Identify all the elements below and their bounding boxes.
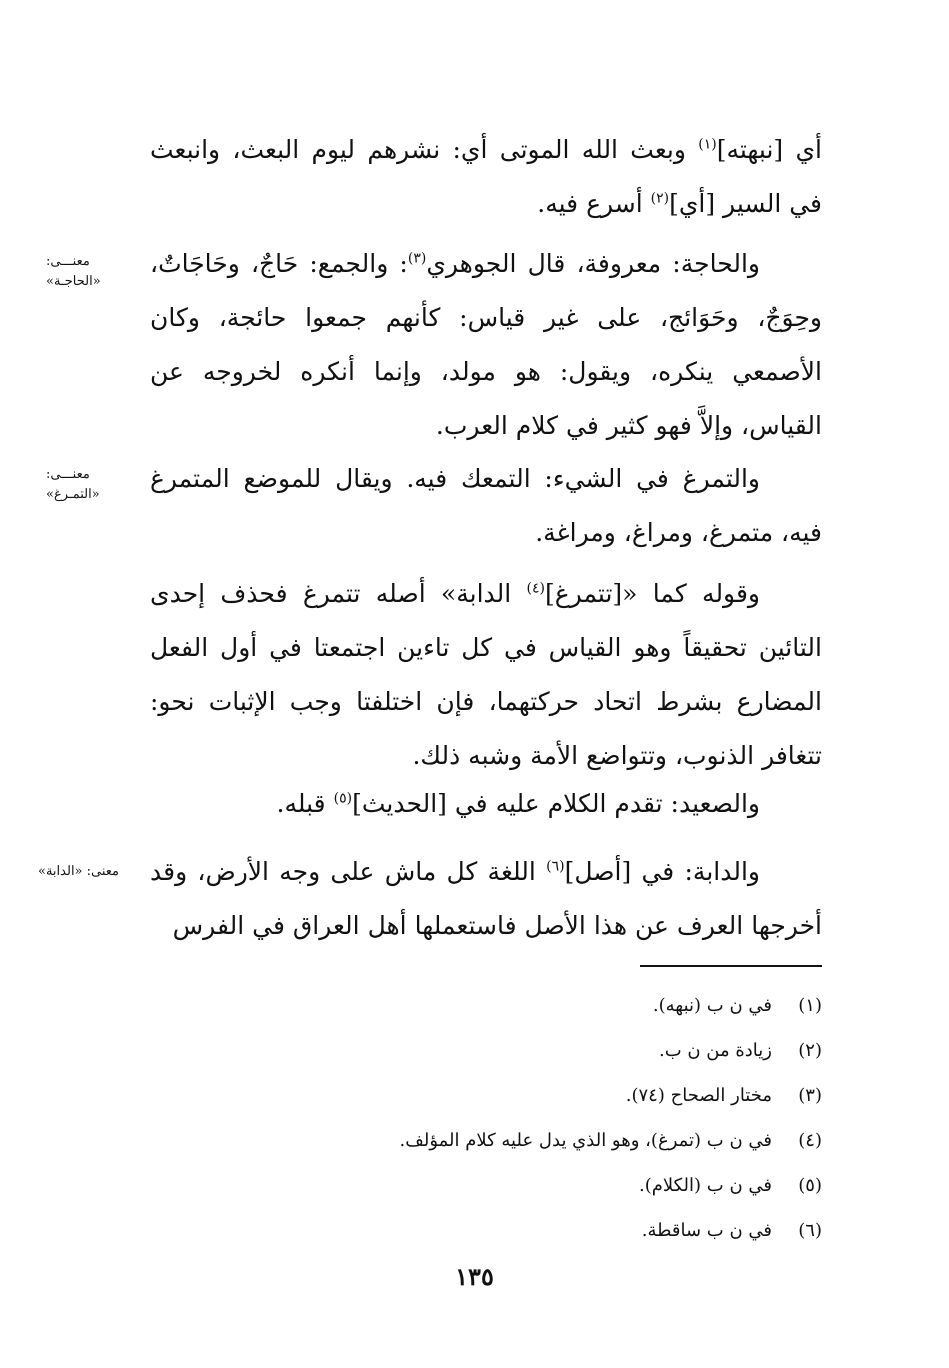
footnote-ref-5[interactable]: (٥) — [333, 790, 353, 807]
footnote-item — [150, 1028, 822, 1073]
footnote-text: زيادة من ن ب. — [658, 1040, 772, 1061]
footnote-text: في ن ب (نبهه). — [652, 995, 772, 1016]
text-run: الدابة» أصله تتمرغ فحذف إحدى التائين تحقيقاً وهو القياس في كل تاءين اجتمعتا في أول الفعل المضارع بشرط اتحاد حركتهما، فإن اختلفتا وجب الإثبات نحو: تتغافر الذنوب، وتتواضع الأمة وشبه ذلك. — [150, 579, 822, 770]
footnote-ref-4[interactable]: (٤) — [526, 580, 545, 597]
footnote-text: في ن ب (الكلام). — [638, 1175, 772, 1196]
paragraph-2 — [150, 237, 822, 453]
footnote-ref-6[interactable]: (٦) — [546, 858, 565, 875]
footnote-ref-2[interactable]: (٢) — [650, 190, 670, 207]
text-run: أسرع فيه. — [537, 189, 651, 218]
footnote-separator — [640, 965, 822, 967]
footnote-item — [150, 1208, 822, 1253]
paragraph-text — [150, 123, 822, 231]
footnote-number: (٢) — [798, 1040, 822, 1061]
footnote-number: (٥) — [798, 1175, 822, 1196]
text-run: والدابة: في [أصل] — [564, 857, 760, 886]
text-run: : والجمع: حَاجٌ، وحَاجَاتٌ، وحِوَجٌ، وحَوَائج، على غير قياس: كأنهم جمعوا حائجة، وكان الأصمعي ينكره، ويقول: هو مولد، وإنما أنكره لخروجه عن القياس، وإلاَّ فهو كثير في كلام العرب. — [150, 249, 822, 440]
text-run: اللغة كل ماش على وجه الأرض، وقد أخرجها العرف عن هذا الأصل فاستعملها أهل العراق في الفرس — [150, 857, 822, 940]
footnote-item — [150, 1163, 822, 1208]
margin-note-label: معنـــى: — [46, 467, 90, 482]
margin-note-tamarrugh — [46, 465, 146, 505]
text-run: وقوله كما «[تتمرغ] — [545, 579, 760, 608]
margin-note-dabbah — [38, 862, 138, 882]
text-run: وبعث الله الموتى أي: نشرهم ليوم البعث، وانبعث في السير [أي] — [150, 135, 822, 218]
footnotes-list — [150, 983, 822, 1253]
paragraph-text — [150, 777, 822, 831]
footnote-ref-1[interactable]: (١) — [698, 136, 717, 153]
paragraph-text — [150, 845, 822, 953]
text-run: والحاجة: معروفة، قال الجوهري — [426, 249, 760, 278]
paragraph-5 — [150, 777, 822, 831]
paragraph-1 — [150, 123, 822, 231]
paragraph-text — [150, 567, 822, 783]
footnote-text: في ن ب ساقطة. — [641, 1220, 772, 1241]
text-run: قبله. — [276, 789, 334, 818]
footnote-item — [150, 1118, 822, 1163]
footnote-number: (٦) — [798, 1220, 822, 1241]
paragraph-3 — [150, 452, 822, 560]
footnote-text: في ن ب (تمرغ)، وهو الذي يدل عليه كلام المؤلف. — [399, 1130, 772, 1151]
paragraph-text — [150, 452, 822, 560]
footnote-number: (٤) — [798, 1130, 822, 1151]
paragraph-text — [150, 237, 822, 453]
margin-note-label: معنى: «الدابة» — [38, 864, 120, 879]
footnote-number: (١) — [798, 995, 822, 1016]
page-number: ١٣٥ — [455, 1262, 494, 1291]
footnote-item — [150, 1073, 822, 1118]
margin-note-term: «الحاجـة» — [46, 274, 101, 289]
margin-note-term: «التمـرغ» — [46, 487, 100, 502]
footnote-text: مختار الصحاح (٧٤). — [625, 1085, 772, 1106]
paragraph-6 — [150, 845, 822, 953]
footnote-number: (٣) — [798, 1085, 822, 1106]
paragraph-4 — [150, 567, 822, 783]
margin-note-label: معنـــى: — [46, 254, 90, 269]
footnote-ref-3[interactable]: (٣) — [407, 250, 427, 267]
margin-note-hajah — [46, 252, 146, 292]
text-run: والتمرغ في الشيء: التمعك فيه. ويقال للموضع المتمرغ فيه، متمرغ، ومراغ، ومراغة. — [150, 464, 822, 547]
text-run: أي [نبهته] — [716, 135, 822, 164]
text-run: والصعيد: تقدم الكلام عليه في [الحديث] — [352, 789, 760, 818]
footnote-item — [150, 983, 822, 1028]
